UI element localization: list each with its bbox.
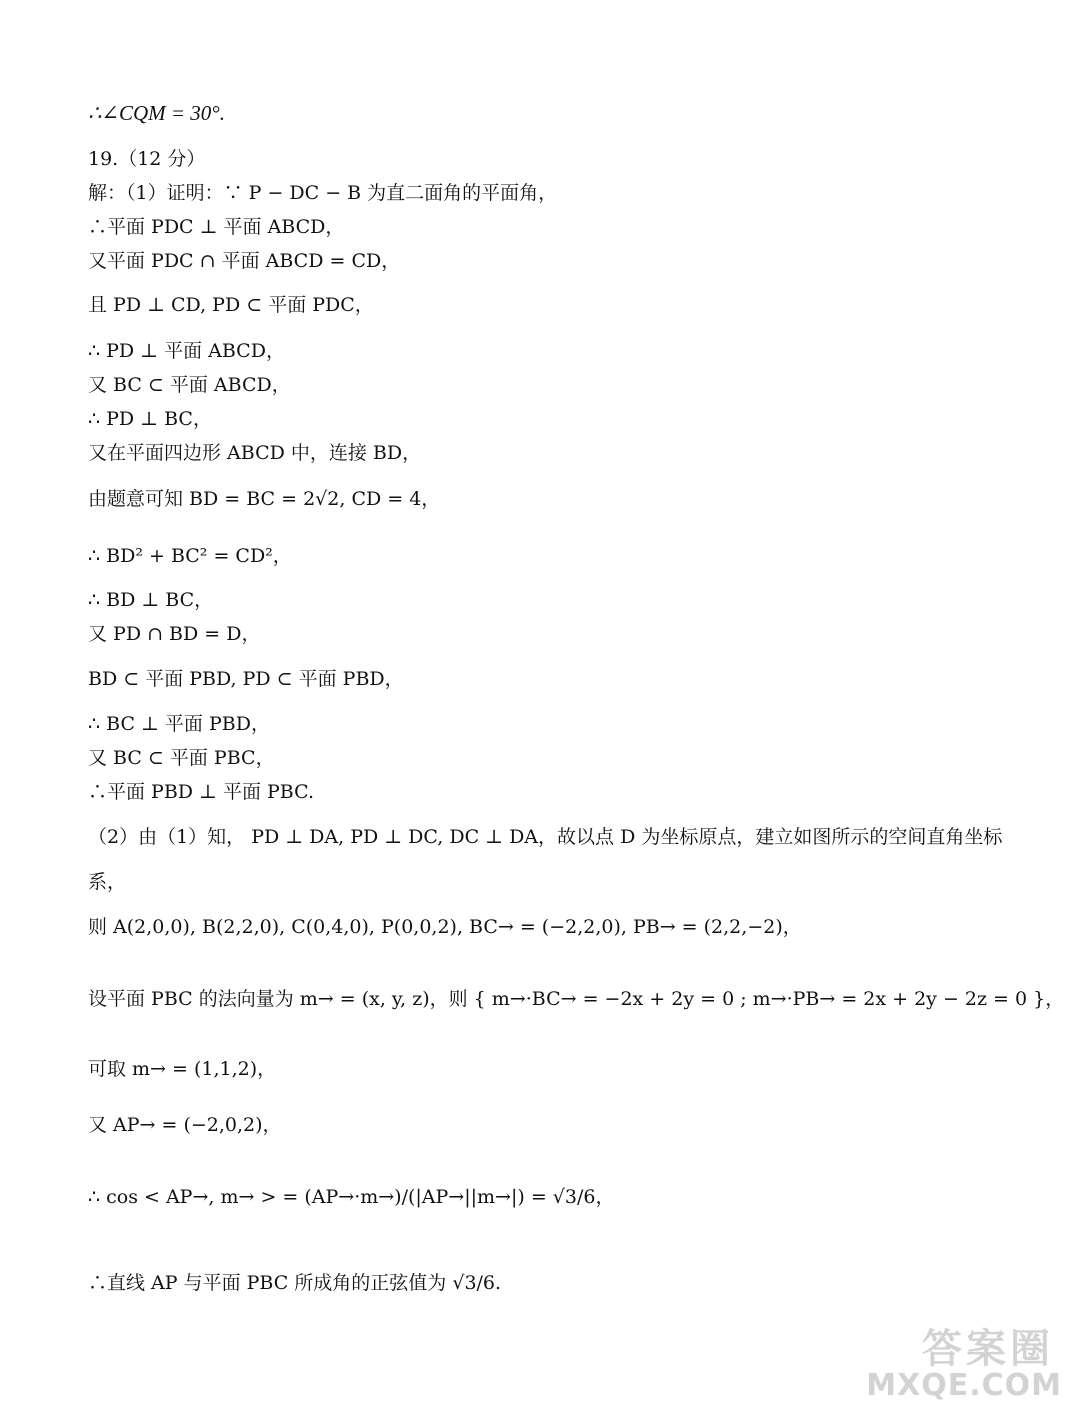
text-line: ∴ BC ⊥ 平面 PBD，	[88, 713, 270, 735]
text-line: 又 BC ⊂ 平面 PBC，	[88, 747, 275, 769]
text-line: 系，	[88, 871, 127, 893]
text-line: ∴ PD ⊥ BC，	[88, 408, 212, 430]
text-line: ∴ cos < AP→, m→ > = (AP→·m→)/(|AP→||m→|) = √3/6，	[88, 1186, 615, 1208]
text-line: 可取 m→ = (1,1,2)，	[88, 1058, 277, 1080]
text-line: ∴ BD ⊥ BC，	[88, 589, 214, 611]
text-line: 由题意可知 BD = BC = 2√2, CD = 4，	[88, 488, 441, 510]
text-line: ∴ PD ⊥ 平面 ABCD，	[88, 340, 285, 362]
text-line: 设平面 PBC 的法向量为 m→ = (x, y, z)，则 { m→·BC→ = −2x + 2y = 0 ; m→·PB→ = 2x + 2y − 2z = 0 }，	[88, 988, 1065, 1010]
text-line: 又在平面四边形 ABCD 中，连接 BD，	[88, 442, 422, 464]
text-line: 又平面 PDC ∩ 平面 ABCD = CD，	[88, 250, 401, 272]
text-line: ∴平面 PDC ⊥ 平面 ABCD，	[88, 216, 345, 238]
watermark-en: MXQE.COM	[866, 1368, 1062, 1403]
text-line: （2）由（1）知， PD ⊥ DA, PD ⊥ DC, DC ⊥ DA，故以点 D 为坐标原点，建立如图所示的空间直角坐标	[88, 826, 1003, 848]
text-line: 解：（1）证明：∵ P − DC − B 为直二面角的平面角，	[88, 182, 558, 204]
text-line: 又 AP→ = (−2,0,2)，	[88, 1114, 282, 1136]
text-line: ∴直线 AP 与平面 PBC 所成角的正弦值为 √3/6.	[88, 1272, 502, 1294]
text-line: ∴∠CQM = 30°.	[88, 101, 225, 125]
text-line: ∴平面 PBD ⊥ 平面 PBC.	[88, 781, 315, 803]
site-watermark	[864, 1317, 1064, 1403]
problem-number: 19.（12 分）	[88, 148, 206, 170]
text-line: 且 PD ⊥ CD, PD ⊂ 平面 PDC，	[88, 294, 374, 316]
text-line: BD ⊂ 平面 PBD, PD ⊂ 平面 PBD，	[88, 668, 404, 690]
text-line: 又 BC ⊂ 平面 ABCD，	[88, 374, 291, 396]
text-line: 则 A(2,0,0), B(2,2,0), C(0,4,0), P(0,0,2), BC→ = (−2,2,0), PB→ = (2,2,−2)，	[88, 916, 802, 938]
text-line: ∴ BD² + BC² = CD²，	[88, 545, 292, 567]
watermark-cn: 答案圈	[922, 1326, 1054, 1372]
text-line: 又 PD ∩ BD = D，	[88, 623, 261, 645]
